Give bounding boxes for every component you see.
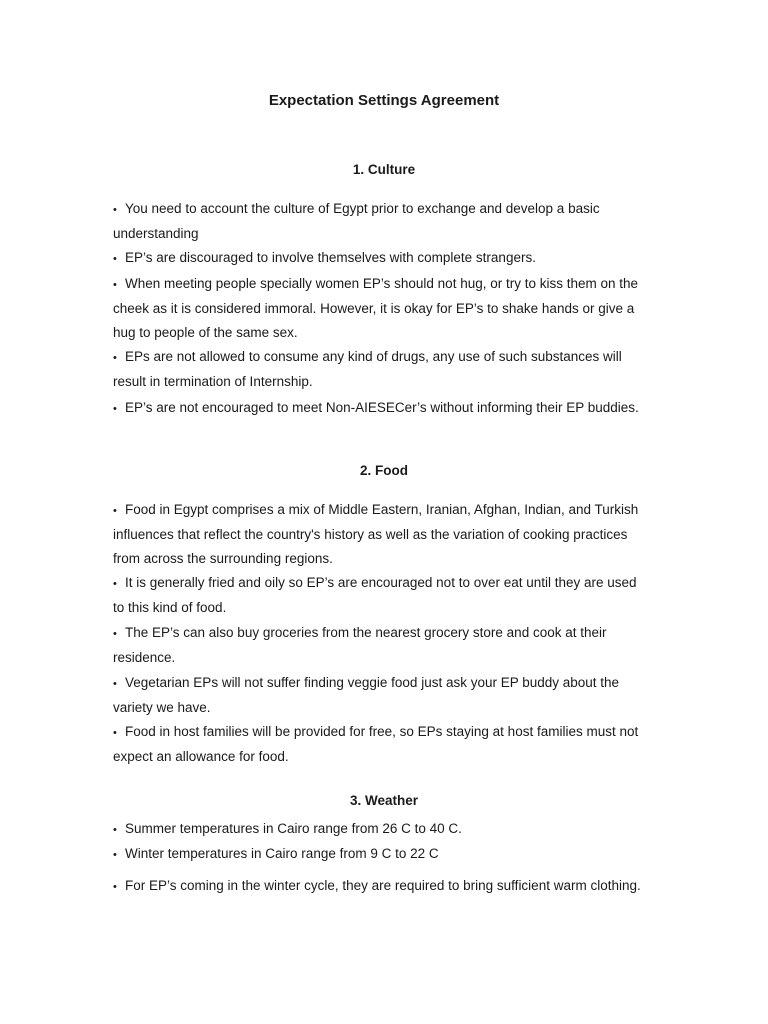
list-item <box>113 671 643 720</box>
bullet-icon: • <box>113 403 117 415</box>
bullet-icon: • <box>113 204 117 216</box>
list-item <box>113 197 643 246</box>
bullet-icon: • <box>113 279 117 291</box>
list-item <box>113 498 643 571</box>
bullet-icon: • <box>113 881 117 893</box>
culture-bullet-list <box>113 197 643 421</box>
bullet-icon: • <box>113 824 117 836</box>
document-title: Expectation Settings Agreement <box>268 92 500 109</box>
food-bullet-list <box>113 498 643 769</box>
list-item-text: You need to account the culture of Egypt prior to exchange and develop a basic understanding <box>113 201 600 241</box>
section-heading-food: 2. Food <box>360 463 408 478</box>
list-item <box>113 272 643 345</box>
list-item-text: When meeting people specially women EP’s should not hug, or try to kiss them on the cheek as it is considered immoral. However, it is okay for EP’s to shake hands or give a hug to people of the same sex. <box>113 276 639 340</box>
list-item <box>113 621 643 670</box>
list-item-text: Vegetarian EPs will not suffer finding veggie food just ask your EP buddy about the variety we have. <box>113 675 620 715</box>
list-item <box>113 874 643 899</box>
list-item <box>113 571 643 620</box>
list-item <box>113 345 643 394</box>
bullet-icon: • <box>113 253 117 265</box>
list-item-text: Food in Egypt comprises a mix of Middle Eastern, Iranian, Afghan, Indian, and Turkish influences that reflect the country's history as well as the variation of cooking practices from across the surrounding regions. <box>113 502 639 566</box>
list-item-text: Food in host families will be provided for free, so EPs staying at host families must not expect an allowance for food. <box>113 724 639 764</box>
bullet-icon: • <box>113 578 117 590</box>
list-item-text: Summer temperatures in Cairo range from 26 C to 40 C. <box>125 821 462 836</box>
list-item <box>113 246 643 271</box>
bullet-icon: • <box>113 849 117 861</box>
section-heading-culture: 1. Culture <box>352 162 416 177</box>
list-item-text: For EP’s coming in the winter cycle, they are required to bring sufficient warm clothing. <box>125 878 641 893</box>
list-item-text: EPs are not allowed to consume any kind of drugs, any use of such substances will result in termination of Internship. <box>113 349 622 389</box>
weather-bullet-list <box>113 817 643 899</box>
bullet-icon: • <box>113 727 117 739</box>
bullet-icon: • <box>113 505 117 517</box>
list-item-text: Winter temperatures in Cairo range from 9 C to 22 C <box>125 846 439 861</box>
list-item-text: EP’s are not encouraged to meet Non-AIESECer’s without informing their EP buddies. <box>125 400 639 415</box>
bullet-icon: • <box>113 678 117 690</box>
list-item-text: EP’s are discouraged to involve themselves with complete strangers. <box>125 250 536 265</box>
list-item <box>113 817 643 842</box>
list-item-text: The EP’s can also buy groceries from the nearest grocery store and cook at their residence. <box>113 625 607 665</box>
bullet-icon: • <box>113 352 117 364</box>
list-item <box>113 720 643 769</box>
section-heading-weather: 3. Weather <box>349 793 419 808</box>
bullet-icon: • <box>113 628 117 640</box>
list-item <box>113 842 643 867</box>
list-item <box>113 396 643 421</box>
list-item-text: It is generally fried and oily so EP’s are encouraged not to over eat until they are used to this kind of food. <box>113 575 637 615</box>
